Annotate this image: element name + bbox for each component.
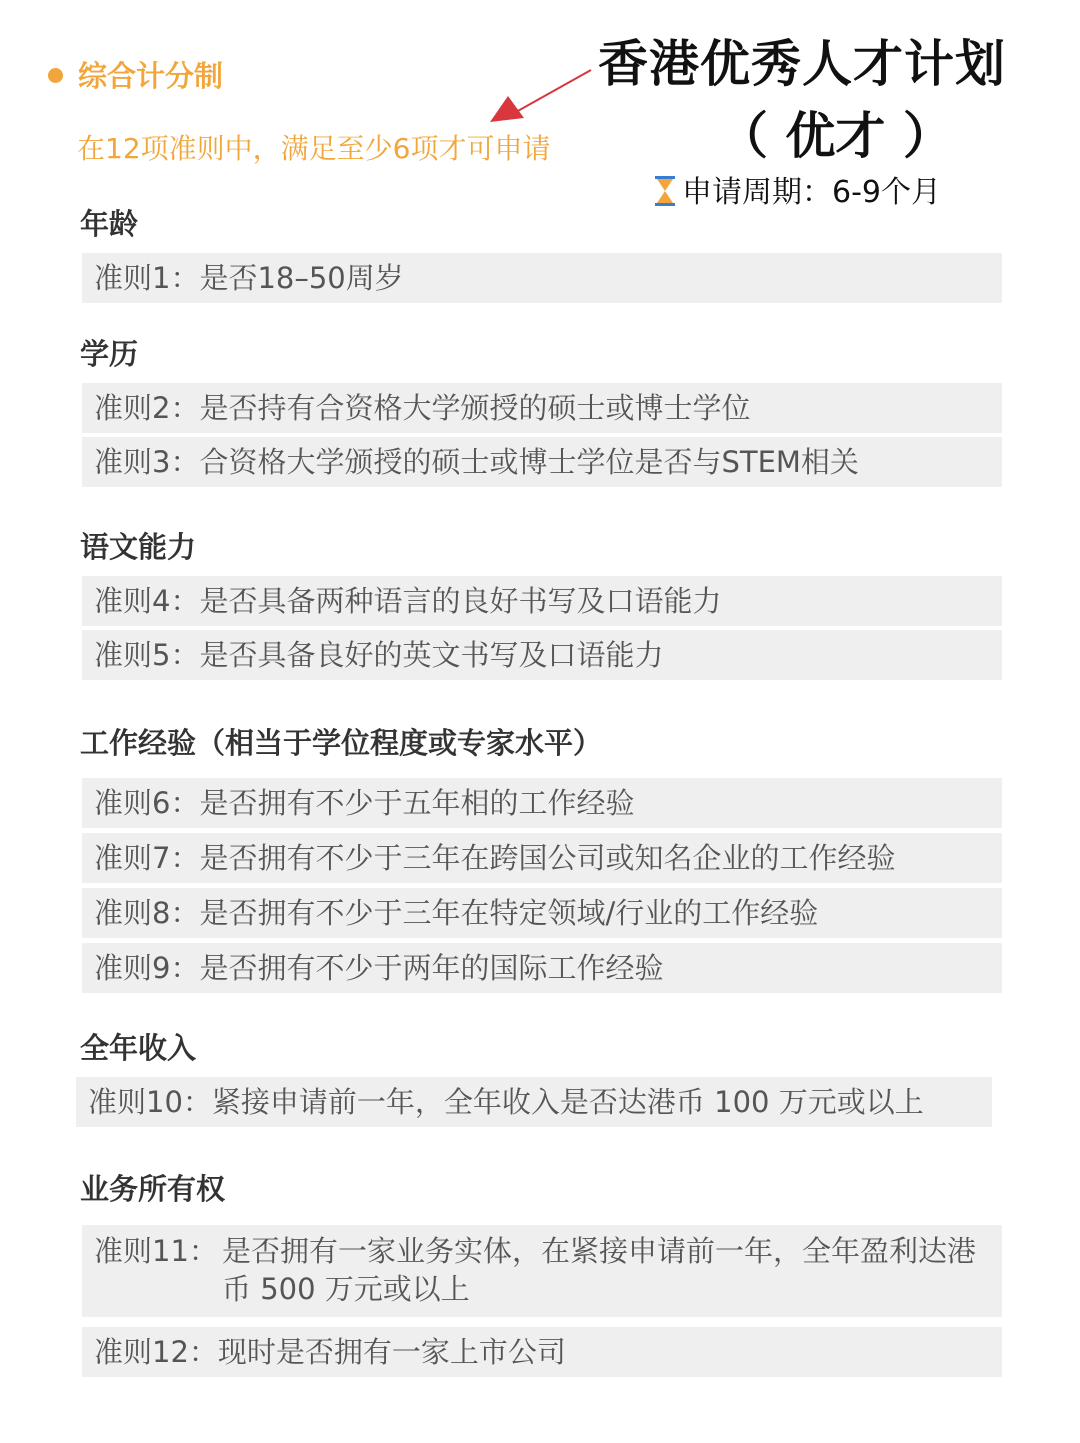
criterion-5: 准则5：是否具备良好的英文书写及口语能力 [82, 630, 1002, 680]
category-age: 年龄 [80, 207, 139, 241]
category-work-experience: 工作经验（相当于学位程度或专家水平） [80, 726, 603, 760]
criterion-10: 准则10：紧接申请前一年，全年收入是否达港币 100 万元或以上 [76, 1077, 992, 1127]
category-business-ownership: 业务所有权 [80, 1172, 226, 1206]
criterion-6: 准则6：是否拥有不少于五年相的工作经验 [82, 778, 1002, 828]
page-title-subline: （ 优才 ） [718, 107, 953, 165]
bullet-dot [48, 68, 63, 83]
hourglass-icon [654, 176, 676, 206]
category-education: 学历 [80, 337, 139, 371]
arrow-icon [488, 66, 598, 126]
criterion-1: 准则1：是否18–50周岁 [82, 253, 1002, 303]
subtitle: 在12项准则中，满足至少6项才可申请 [77, 132, 551, 165]
period-line [654, 167, 941, 211]
criterion-7: 准则7：是否拥有不少于三年在跨国公司或知名企业的工作经验 [82, 833, 1002, 883]
category-language: 语文能力 [80, 530, 197, 564]
criterion-2: 准则2：是否持有合资格大学颁授的硕士或博士学位 [82, 383, 1002, 433]
criterion-11-label: 准则11： [94, 1234, 218, 1268]
criterion-12: 准则12：现时是否拥有一家上市公司 [82, 1327, 1002, 1377]
period-text: 申请周期：6-9个月 [682, 175, 941, 210]
criterion-9: 准则9：是否拥有不少于两年的国际工作经验 [82, 943, 1002, 993]
criterion-4: 准则4：是否具备两种语言的良好书写及口语能力 [82, 576, 1002, 626]
section-label: 综合计分制 [78, 59, 224, 93]
criterion-11 [82, 1225, 1002, 1317]
page-title: 香港优秀人才计划 [598, 35, 1006, 93]
criterion-8: 准则8：是否拥有不少于三年在特定领域/行业的工作经验 [82, 888, 1002, 938]
category-income: 全年收入 [80, 1031, 197, 1065]
criterion-3: 准则3：合资格大学颁授的硕士或博士学位是否与STEM相关 [82, 437, 1002, 487]
criterion-11-text: 是否拥有一家业务实体，在紧接申请前一年，全年盈利达港币 500 万元或以上 [222, 1234, 977, 1306]
